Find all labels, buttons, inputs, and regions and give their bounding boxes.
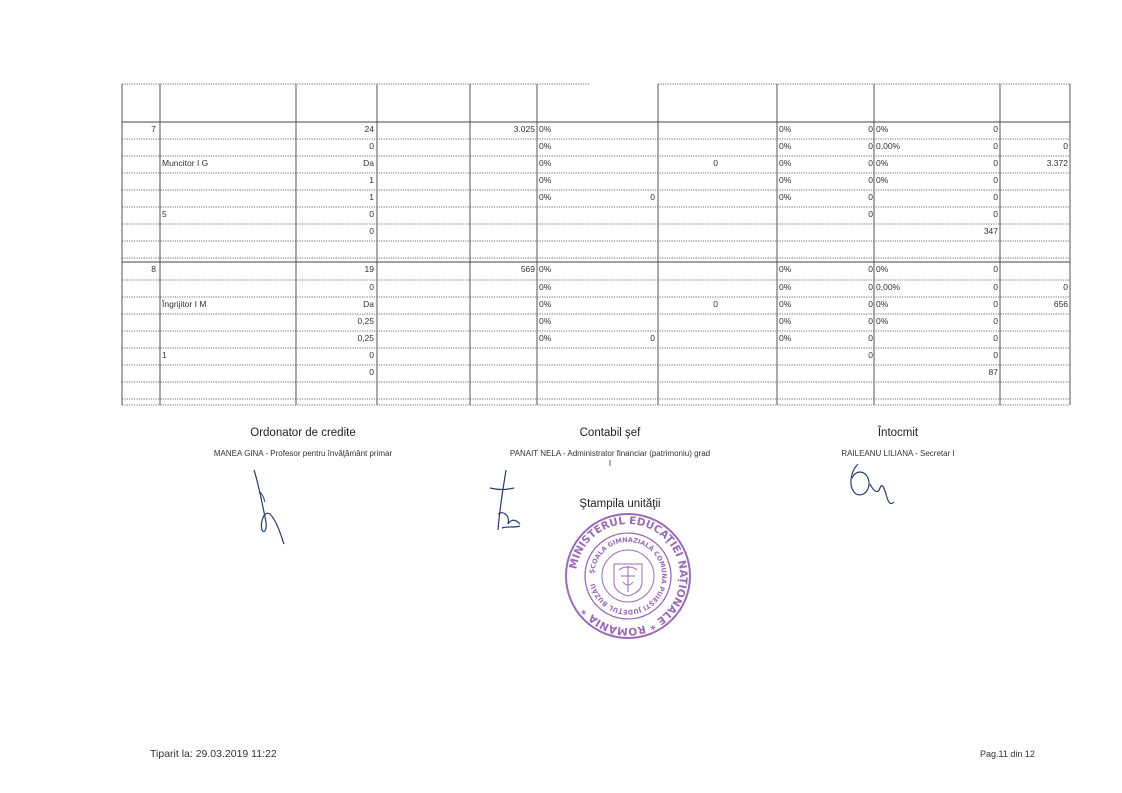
col-percent: 0%	[779, 192, 792, 202]
col-percent: 0%	[876, 316, 889, 326]
col-percent: 0%	[539, 333, 552, 343]
col-value: 0	[868, 192, 873, 202]
col-percent: 0%	[779, 175, 792, 185]
col-percent: 0%	[539, 124, 552, 134]
col-value: 1	[369, 175, 374, 185]
col-value: 0	[868, 124, 873, 134]
col-value: 0	[868, 158, 873, 168]
col-value: Da	[363, 299, 374, 309]
col-value: 0,25	[357, 316, 374, 326]
col-value: 347	[983, 226, 998, 236]
col-percent: 0%	[779, 333, 792, 343]
col-percent: 0%	[876, 124, 889, 134]
col-value: 0	[868, 350, 873, 360]
col-value: 569	[520, 264, 535, 274]
col-value: 0	[369, 367, 374, 377]
col-value: 0	[1063, 141, 1068, 151]
col-value: 0	[650, 333, 655, 343]
col-value: Da	[363, 158, 374, 168]
col-percent: 0%	[539, 282, 552, 292]
col-value: 0	[868, 264, 873, 274]
col-value: 0	[993, 333, 998, 343]
col-percent: 0%	[876, 299, 889, 309]
col-percent: 0%	[779, 141, 792, 151]
col-value: 0	[868, 209, 873, 219]
col-percent: 0%	[876, 264, 889, 274]
col-value: 3.025	[513, 124, 535, 134]
print-timestamp: Tiparit la: 29.03.2019 11:22	[150, 748, 277, 760]
col-value: 0	[868, 299, 873, 309]
col-percent: 0%	[779, 124, 792, 134]
col-percent: 0%	[539, 264, 552, 274]
stamp-ring-text: MINISTERUL EDUCAŢIEI NAŢIONALE * ROMÂNIA *	[567, 514, 690, 638]
col-value: 0	[993, 282, 998, 292]
col-value: 0	[993, 192, 998, 202]
col-value: 0	[369, 209, 374, 219]
ordonator-title: Ordonator de credite	[250, 427, 356, 439]
col-percent: 0%	[779, 299, 792, 309]
col-percent: 0%	[539, 299, 552, 309]
col-value: 0	[369, 282, 374, 292]
contabil-title: Contabil şef	[579, 427, 641, 439]
col-value: 0	[868, 333, 873, 343]
row-number: 8	[151, 264, 156, 274]
col-percent: 0,00%	[876, 141, 901, 151]
col-value: 24	[364, 124, 374, 134]
col-value: 0	[1063, 282, 1068, 292]
stampila-title: Ştampila unităţii	[579, 498, 661, 510]
col-value: 0	[993, 141, 998, 151]
col-percent: 0%	[539, 141, 552, 151]
col-percent: 0%	[539, 192, 552, 202]
col-value: 0	[369, 141, 374, 151]
col-value: 0	[713, 158, 718, 168]
col-value: 0,25	[357, 333, 374, 343]
col-value: 87	[988, 367, 998, 377]
col-value: 0	[868, 141, 873, 151]
sub-number: 1	[162, 350, 167, 360]
official-stamp	[563, 510, 693, 642]
col-value: 0	[993, 175, 998, 185]
col-value: 0	[369, 226, 374, 236]
ordonator-name: MANEA GINA - Profesor pentru învăţământ primar	[213, 449, 393, 458]
col-percent: 0%	[876, 158, 889, 168]
col-value: 3.372	[1046, 158, 1068, 168]
col-value: 19	[364, 264, 374, 274]
col-value: 0	[993, 158, 998, 168]
col-value: 0	[868, 282, 873, 292]
intocmit-title: Întocmit	[877, 427, 919, 439]
page-number: Pag.11 din 12	[980, 749, 1035, 759]
contabil-name-line2: I	[608, 459, 612, 468]
col-percent: 0%	[779, 282, 792, 292]
col-value: 0	[650, 192, 655, 202]
sub-number: 5	[162, 209, 167, 219]
col-percent: 0%	[539, 175, 552, 185]
col-value: 1	[369, 192, 374, 202]
col-percent: 0%	[876, 175, 889, 185]
contabil-name: PANAIT NELA - Administrator financiar (patrimoniu) grad	[509, 449, 711, 458]
col-percent: 0%	[779, 264, 792, 274]
col-value: 0	[993, 316, 998, 326]
col-value: 0	[993, 124, 998, 134]
intocmit-signature	[842, 458, 912, 514]
contabil-signature	[484, 464, 544, 544]
ordonator-signature	[240, 462, 290, 552]
col-value: 0	[993, 350, 998, 360]
col-value: 0	[713, 299, 718, 309]
col-value: 0	[868, 316, 873, 326]
job-title: Muncitor I G	[162, 158, 209, 168]
col-value: 0	[993, 299, 998, 309]
intocmit-name: RAILEANU LILIANA - Secretar I	[841, 449, 955, 458]
col-percent: 0%	[539, 316, 552, 326]
coat-of-arms-icon	[614, 564, 642, 596]
col-percent: 0%	[779, 316, 792, 326]
col-percent: 0%	[779, 158, 792, 168]
col-value: 656	[1053, 299, 1068, 309]
col-percent: 0%	[539, 158, 552, 168]
col-percent: 0,00%	[876, 282, 901, 292]
col-value: 0	[993, 264, 998, 274]
job-title: Îngrijitor I M	[162, 299, 207, 309]
stamp-inner-text: ŞCOALA GIMNAZIALĂ COMUNA PUIEŞTI JUDEŢUL BUZĂU	[588, 535, 669, 617]
col-value: 0	[993, 209, 998, 219]
col-value: 0	[369, 350, 374, 360]
row-number: 7	[151, 124, 156, 134]
col-value: 0	[868, 175, 873, 185]
